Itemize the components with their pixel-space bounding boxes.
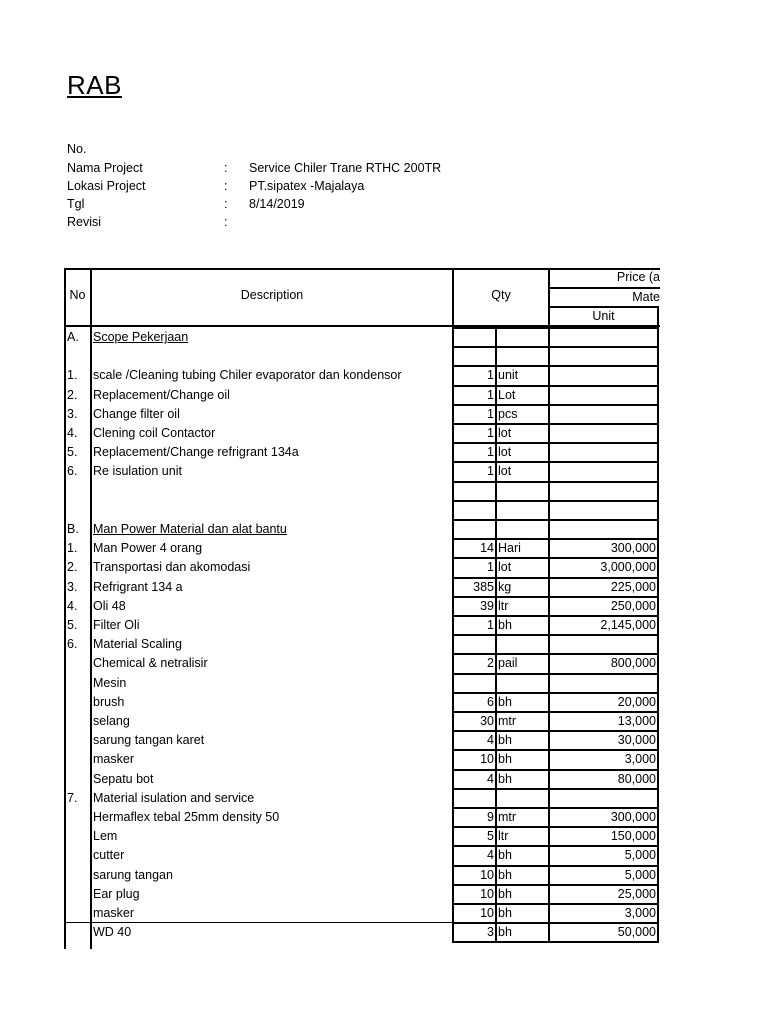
row-description: Oli 48 (93, 599, 126, 613)
row-description: Re isulation unit (93, 464, 182, 478)
row-unit-price: 300,000 (610, 541, 656, 555)
row-qty: 1 (487, 407, 494, 421)
row-unit-price: 5,000 (624, 868, 656, 882)
meta-label: Tgl (67, 197, 85, 211)
row-description: Man Power 4 orang (93, 541, 203, 555)
row-description: Mesin (93, 676, 127, 690)
row-uom: bh (498, 733, 512, 747)
row-uom: bh (498, 772, 512, 786)
row-description: WD 40 (93, 925, 132, 939)
grid-line (64, 268, 549, 270)
row-description: cutter (93, 848, 125, 862)
row-qty: 2 (487, 656, 494, 670)
row-unit-price (550, 789, 656, 808)
row-uom: ltr (498, 829, 509, 843)
meta-value: 8/14/2019 (249, 197, 305, 211)
meta-colon: : (224, 197, 228, 211)
row-unit-price (550, 482, 656, 501)
row-qty: 385 (473, 580, 494, 594)
row-description: Lem (93, 829, 118, 843)
row-unit-price (550, 347, 656, 366)
row-description: sarung tangan (93, 868, 173, 882)
row-uom: lot (498, 426, 512, 440)
row-number: 4. (67, 599, 78, 613)
row-description: Material isulation and service (93, 791, 255, 805)
row-unit-price: 13,000 (617, 714, 656, 728)
row-unit-price: 3,000,000 (600, 560, 656, 574)
row-description: Transportasi dan akomodasi (93, 560, 251, 574)
meta-colon: : (224, 215, 228, 229)
row-uom: mtr (498, 714, 517, 728)
row-qty: 1 (487, 445, 494, 459)
row-qty: 14 (480, 541, 494, 555)
row-uom: lot (498, 464, 512, 478)
row-qty: 9 (487, 810, 494, 824)
row-number: 3. (67, 580, 78, 594)
row-unit-price: 300,000 (610, 810, 656, 824)
row-unit-price (550, 366, 656, 385)
row-unit-price (550, 443, 656, 462)
header-description: Description (240, 288, 304, 302)
row-qty: 1 (487, 368, 494, 382)
row-unit-price: 5,000 (624, 848, 656, 862)
row-unit-price: 30,000 (617, 733, 656, 747)
row-uom: pcs (498, 407, 518, 421)
row-unit-price: 50,000 (617, 925, 656, 939)
row-unit-price: 25,000 (617, 887, 656, 901)
row-qty: 4 (487, 848, 494, 862)
row-uom: bh (498, 752, 512, 766)
row-number: 4. (67, 426, 78, 440)
row-unit-price (550, 424, 656, 443)
row-uom: bh (498, 868, 512, 882)
header-price: Price (a (616, 270, 660, 284)
grid-line (452, 268, 454, 326)
row-uom: mtr (498, 810, 517, 824)
row-description: Chemical & netralisir (93, 656, 208, 670)
row-qty (454, 520, 494, 539)
row-uom: bh (498, 925, 512, 939)
grid-line (549, 268, 660, 270)
meta-label: Nama Project (67, 161, 143, 175)
row-uom: kg (498, 580, 512, 594)
row-uom: lot (498, 560, 512, 574)
grid-line (495, 326, 497, 941)
row-qty: 6 (487, 695, 494, 709)
row-unit-price: 3,000 (624, 906, 656, 920)
row-unit-price (550, 386, 656, 405)
row-number: 5. (67, 618, 78, 632)
meta-label: Lokasi Project (67, 179, 146, 193)
row-uom: bh (498, 887, 512, 901)
row-number: 2. (67, 388, 78, 402)
row-qty: 1 (487, 464, 494, 478)
row-qty: 39 (480, 599, 494, 613)
row-uom: ltr (498, 599, 509, 613)
row-description: brush (93, 695, 125, 709)
grid-line (64, 268, 66, 949)
row-unit-price (550, 520, 656, 539)
meta-value: PT.sipatex -Majalaya (249, 179, 365, 193)
row-description: scale /Cleaning tubing Chiler evaporator dan kondensor (93, 368, 402, 382)
row-qty: 3 (487, 925, 494, 939)
header-unit: Unit (592, 309, 615, 323)
row-uom: bh (498, 906, 512, 920)
row-qty (454, 482, 494, 501)
row-description: masker (93, 752, 134, 766)
row-description: Replacement/Change refrigrant 134a (93, 445, 299, 459)
row-description: Sepatu bot (93, 772, 154, 786)
meta-colon: : (224, 161, 228, 175)
row-unit-price (550, 635, 656, 654)
meta-label: No. (67, 142, 87, 156)
row-qty: 1 (487, 426, 494, 440)
row-qty (454, 347, 494, 366)
row-qty: 1 (487, 560, 494, 574)
row-number: 2. (67, 560, 78, 574)
row-uom: bh (498, 695, 512, 709)
row-qty: 5 (487, 829, 494, 843)
row-qty: 4 (487, 772, 494, 786)
row-number: 6. (67, 464, 78, 478)
grid-line (90, 268, 92, 949)
row-uom: pail (498, 656, 518, 670)
row-description: selang (93, 714, 130, 728)
row-description: Hermaflex tebal 25mm density 50 (93, 810, 280, 824)
row-uom: Lot (498, 388, 516, 402)
row-unit-price: 80,000 (617, 772, 656, 786)
row-description: Filter Oli (93, 618, 140, 632)
row-unit-price: 800,000 (610, 656, 656, 670)
row-number: 1. (67, 541, 78, 555)
meta-value: Service Chiler Trane RTHC 200TR (249, 161, 442, 175)
row-unit-price (550, 674, 656, 693)
row-description: masker (93, 906, 134, 920)
row-qty: 10 (480, 906, 494, 920)
row-number: B. (67, 522, 79, 536)
row-number: A. (67, 330, 79, 344)
row-unit-price: 3,000 (624, 752, 656, 766)
header-no: No (69, 288, 86, 302)
row-unit-price: 250,000 (610, 599, 656, 613)
row-uom: lot (498, 445, 512, 459)
row-number: 3. (67, 407, 78, 421)
row-number: 6. (67, 637, 78, 651)
rab-table (64, 268, 660, 940)
row-uom: unit (498, 368, 519, 382)
row-unit-price (550, 462, 656, 481)
meta-label: Revisi (67, 215, 102, 229)
row-unit-price (550, 328, 656, 347)
section-heading: Scope Pekerjaan (93, 330, 189, 344)
row-description: Clening coil Contactor (93, 426, 216, 440)
row-unit-price (550, 405, 656, 424)
row-qty: 1 (487, 388, 494, 402)
row-qty: 1 (487, 618, 494, 632)
row-number: 7. (67, 791, 78, 805)
row-qty (454, 635, 494, 654)
row-qty (454, 501, 494, 520)
row-qty (454, 328, 494, 347)
meta-colon: : (224, 179, 228, 193)
row-qty: 10 (480, 887, 494, 901)
header-qty: Qty (491, 288, 511, 302)
grid-line (549, 306, 659, 308)
grid-line (549, 287, 660, 289)
row-description: Change filter oil (93, 407, 180, 421)
row-description: sarung tangan karet (93, 733, 205, 747)
row-unit-price: 2,145,000 (600, 618, 656, 632)
row-description: Ear plug (93, 887, 140, 901)
row-qty (454, 789, 494, 808)
section-heading: Man Power Material dan alat bantu (93, 522, 287, 536)
row-qty: 4 (487, 733, 494, 747)
row-unit-price: 150,000 (610, 829, 656, 843)
row-uom: Hari (498, 541, 521, 555)
row-unit-price (550, 501, 656, 520)
row-qty: 30 (480, 714, 494, 728)
header-material: Mate (632, 290, 660, 304)
row-uom: bh (498, 618, 512, 632)
row-unit-price: 20,000 (617, 695, 656, 709)
row-qty: 10 (480, 868, 494, 882)
row-number: 1. (67, 368, 78, 382)
row-qty: 10 (480, 752, 494, 766)
document-title: RAB (67, 70, 122, 100)
row-unit-price: 225,000 (610, 580, 656, 594)
row-description: Refrigrant 134 a (93, 580, 183, 594)
row-qty (454, 674, 494, 693)
row-description: Material Scaling (93, 637, 182, 651)
row-uom: bh (498, 848, 512, 862)
row-number: 5. (67, 445, 78, 459)
row-description: Replacement/Change oil (93, 388, 230, 402)
